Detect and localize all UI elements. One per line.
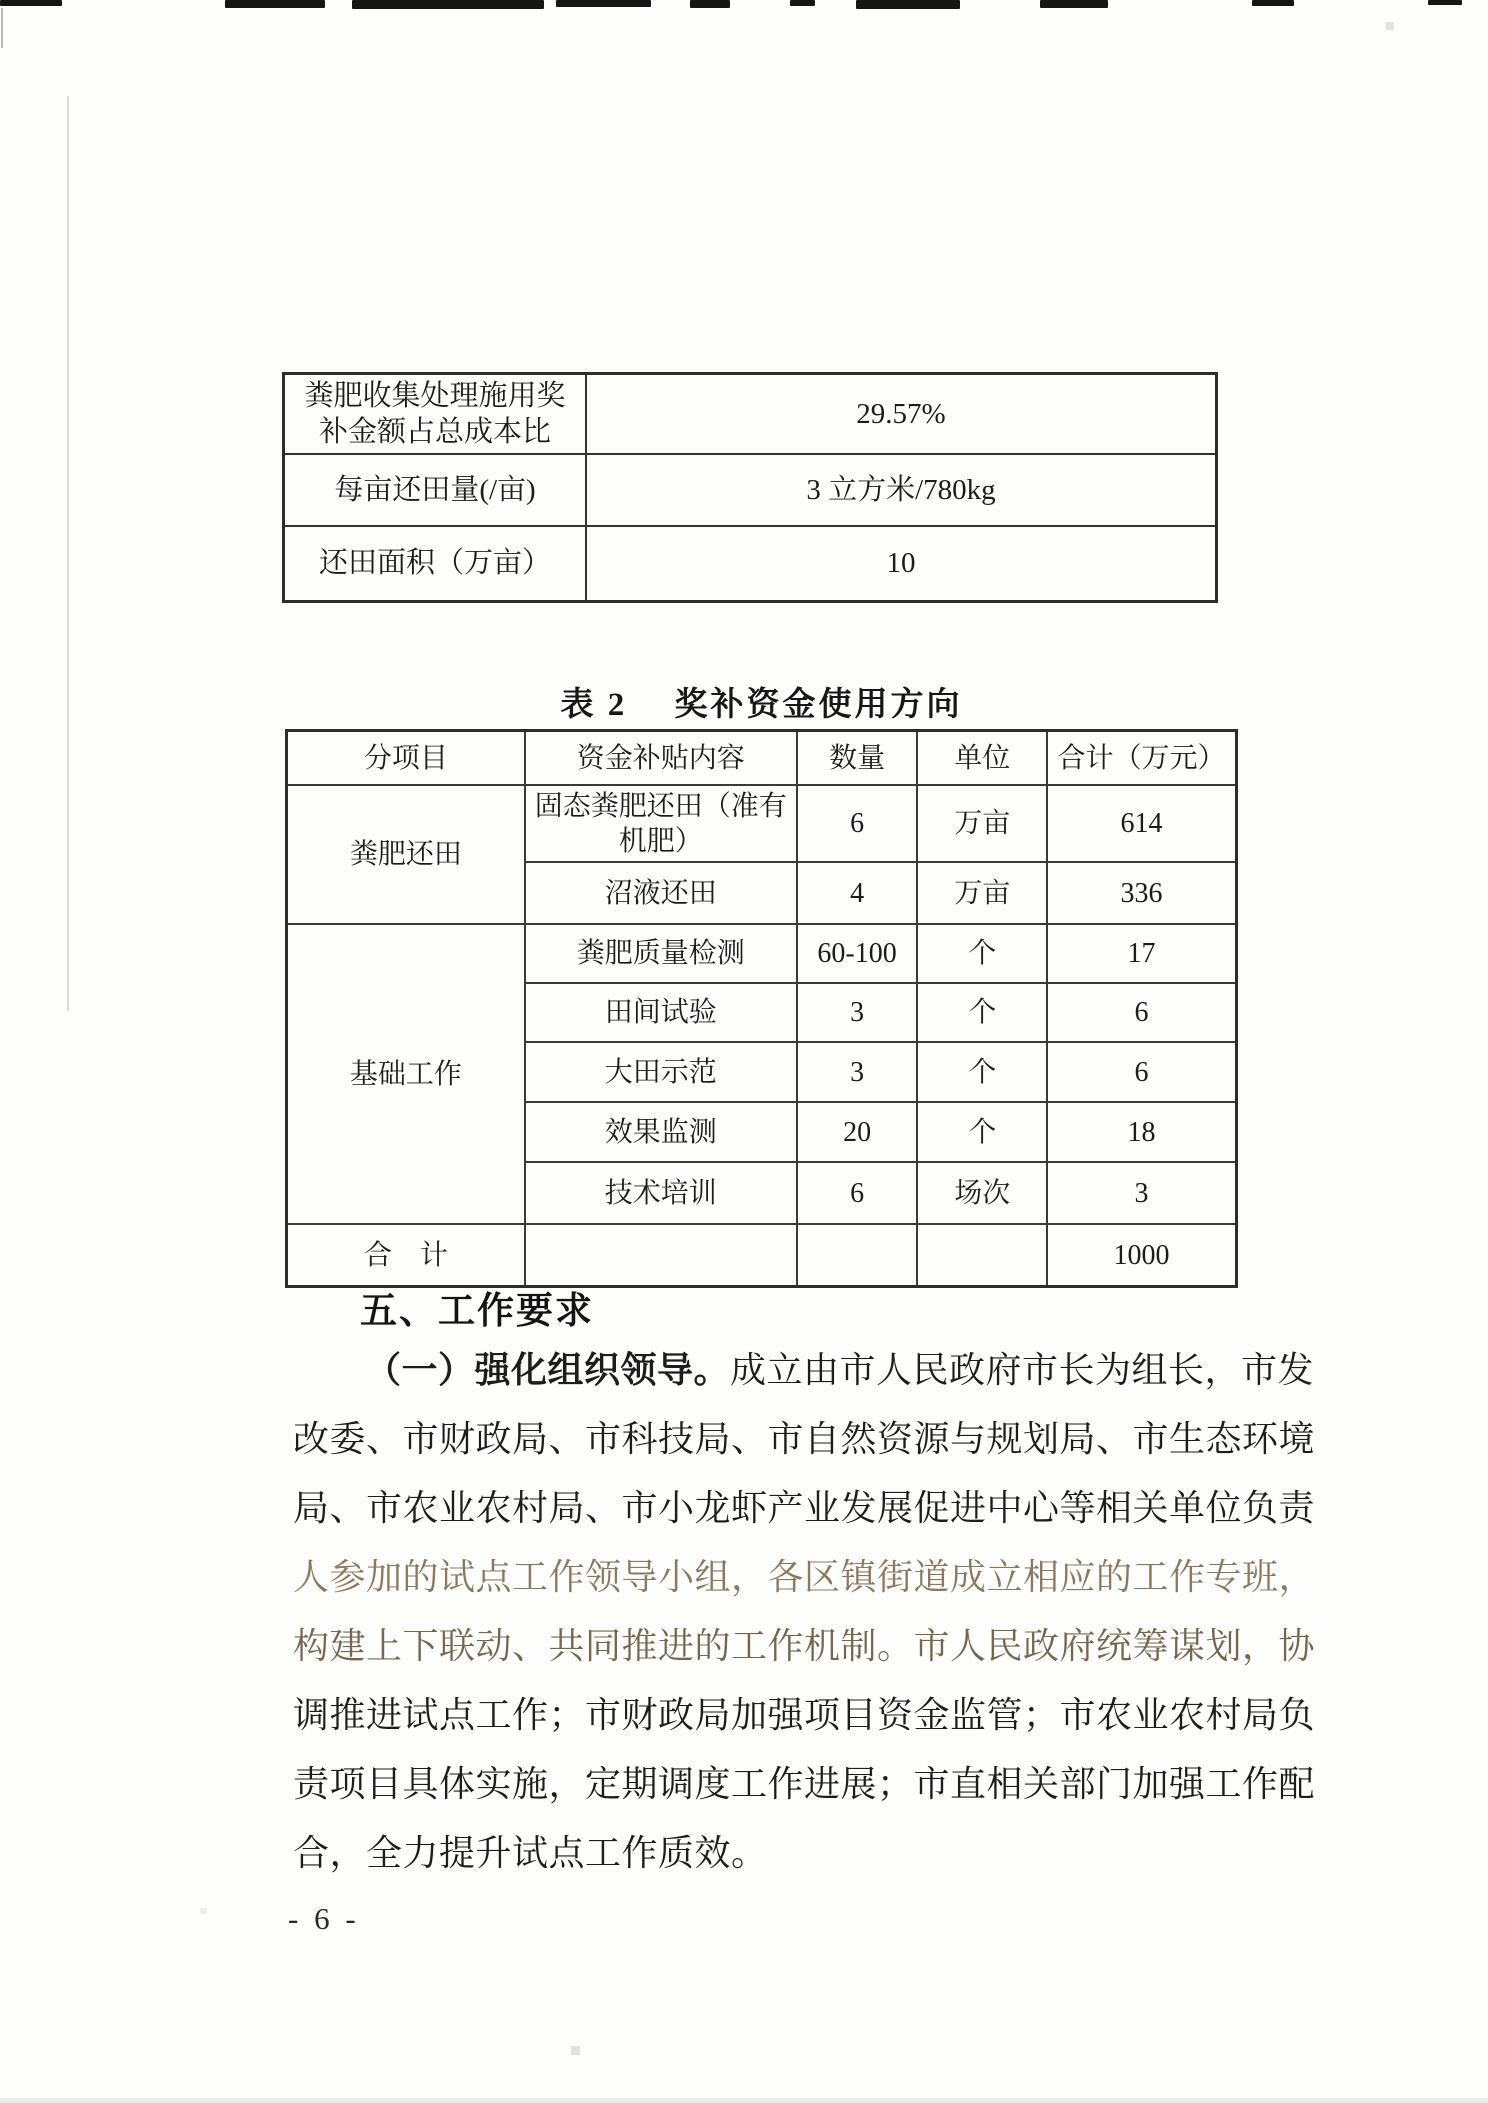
content-cell: 固态粪肥还田（准有机肥） <box>525 785 797 862</box>
table-row <box>287 924 1237 983</box>
bold-lead-in: （一）强化组织领导。 <box>365 1350 731 1390</box>
page-number: - 6 - <box>288 1901 360 1936</box>
col-header-category: 分项目 <box>287 731 525 786</box>
scan-artifact-bottom <box>0 2098 1488 2103</box>
content-cell: 效果监测 <box>525 1102 797 1162</box>
col-header-unit: 单位 <box>917 731 1047 786</box>
total-cell: 614 <box>1047 785 1236 862</box>
qty-cell: 4 <box>797 862 918 924</box>
qty-cell: 6 <box>797 785 918 862</box>
table-row <box>284 526 1217 602</box>
unit-cell: 个 <box>917 983 1047 1042</box>
paragraph-line: 责项目具体实施，定期调度工作进展；市直相关部门加强工作配 <box>293 1764 1316 1804</box>
cost-summary-table <box>282 372 1218 603</box>
section-heading: 五、工作要求 <box>360 1291 594 1332</box>
row-label: 每亩还田量(/亩) <box>284 454 587 526</box>
paragraph-line-faded: 构建上下联动、共同推进的工作机制。市人民政府统筹谋划，协 <box>293 1626 1316 1666</box>
content-cell: 沼液还田 <box>525 862 797 924</box>
content-cell: 大田示范 <box>525 1042 797 1102</box>
qty-cell: 60-100 <box>797 924 918 983</box>
row-label: 还田面积（万亩） <box>284 526 587 602</box>
body-paragraph <box>293 1336 1316 1888</box>
content-cell: 技术培训 <box>525 1162 797 1224</box>
table-row <box>287 785 1237 862</box>
scan-speck <box>571 2046 580 2055</box>
unit-cell: 个 <box>917 924 1047 983</box>
col-header-qty: 数量 <box>797 731 918 786</box>
unit-cell: 个 <box>917 1042 1047 1102</box>
paragraph-line-faded: 人参加的试点工作领导小组，各区镇街道成立相应的工作专班， <box>293 1557 1316 1597</box>
table-row <box>284 454 1217 526</box>
footer-empty-cell <box>525 1224 797 1287</box>
footer-empty-cell <box>797 1224 918 1287</box>
total-cell: 6 <box>1047 1042 1236 1102</box>
paragraph-line: 合，全力提升试点工作质效。 <box>293 1833 768 1873</box>
subsidy-usage-table <box>285 729 1238 1288</box>
table-header-row <box>287 731 1237 786</box>
category-cell: 粪肥还田 <box>287 785 525 924</box>
row-label: 粪肥收集处理施用奖补金额占总成本比 <box>284 374 587 455</box>
paragraph-line: （一）强化组织领导。成立由市人民政府市长为组长，市发 <box>365 1350 1315 1390</box>
col-header-content: 资金补贴内容 <box>525 731 797 786</box>
row-value: 3 立方米/780kg <box>586 454 1217 526</box>
paragraph-line: 局、市农业农村局、市小龙虾产业发展促进中心等相关单位负责 <box>293 1488 1316 1528</box>
footer-total-cell: 1000 <box>1047 1224 1236 1287</box>
footer-label-cell: 合 计 <box>287 1224 525 1287</box>
total-cell: 17 <box>1047 924 1236 983</box>
total-cell: 336 <box>1047 862 1236 924</box>
unit-cell: 万亩 <box>917 862 1047 924</box>
qty-cell: 20 <box>797 1102 918 1162</box>
table-footer-row <box>287 1224 1237 1287</box>
scan-speck <box>200 1908 207 1914</box>
category-cell: 基础工作 <box>287 924 525 1224</box>
content-cell: 田间试验 <box>525 983 797 1042</box>
scan-artifact-corner <box>1 8 3 48</box>
total-cell: 3 <box>1047 1162 1236 1224</box>
qty-cell: 3 <box>797 1042 918 1102</box>
unit-cell: 个 <box>917 1102 1047 1162</box>
table-row <box>284 374 1217 455</box>
qty-cell: 3 <box>797 983 918 1042</box>
unit-cell: 场次 <box>917 1162 1047 1224</box>
total-cell: 6 <box>1047 983 1236 1042</box>
col-header-total: 合计（万元） <box>1047 731 1236 786</box>
total-cell: 18 <box>1047 1102 1236 1162</box>
unit-cell: 万亩 <box>917 785 1047 862</box>
scan-artifact-left-line <box>67 96 69 1011</box>
paragraph-line: 调推进试点工作；市财政局加强项目资金监管；市农业农村局负 <box>293 1695 1316 1735</box>
table2-title: 表 2 奖补资金使用方向 <box>560 687 963 723</box>
footer-empty-cell <box>917 1224 1047 1287</box>
row-value: 10 <box>586 526 1217 602</box>
row-value: 29.57% <box>586 374 1217 455</box>
paragraph-line: 改委、市财政局、市科技局、市自然资源与规划局、市生态环境 <box>293 1419 1316 1459</box>
qty-cell: 6 <box>797 1162 918 1224</box>
content-cell: 粪肥质量检测 <box>525 924 797 983</box>
